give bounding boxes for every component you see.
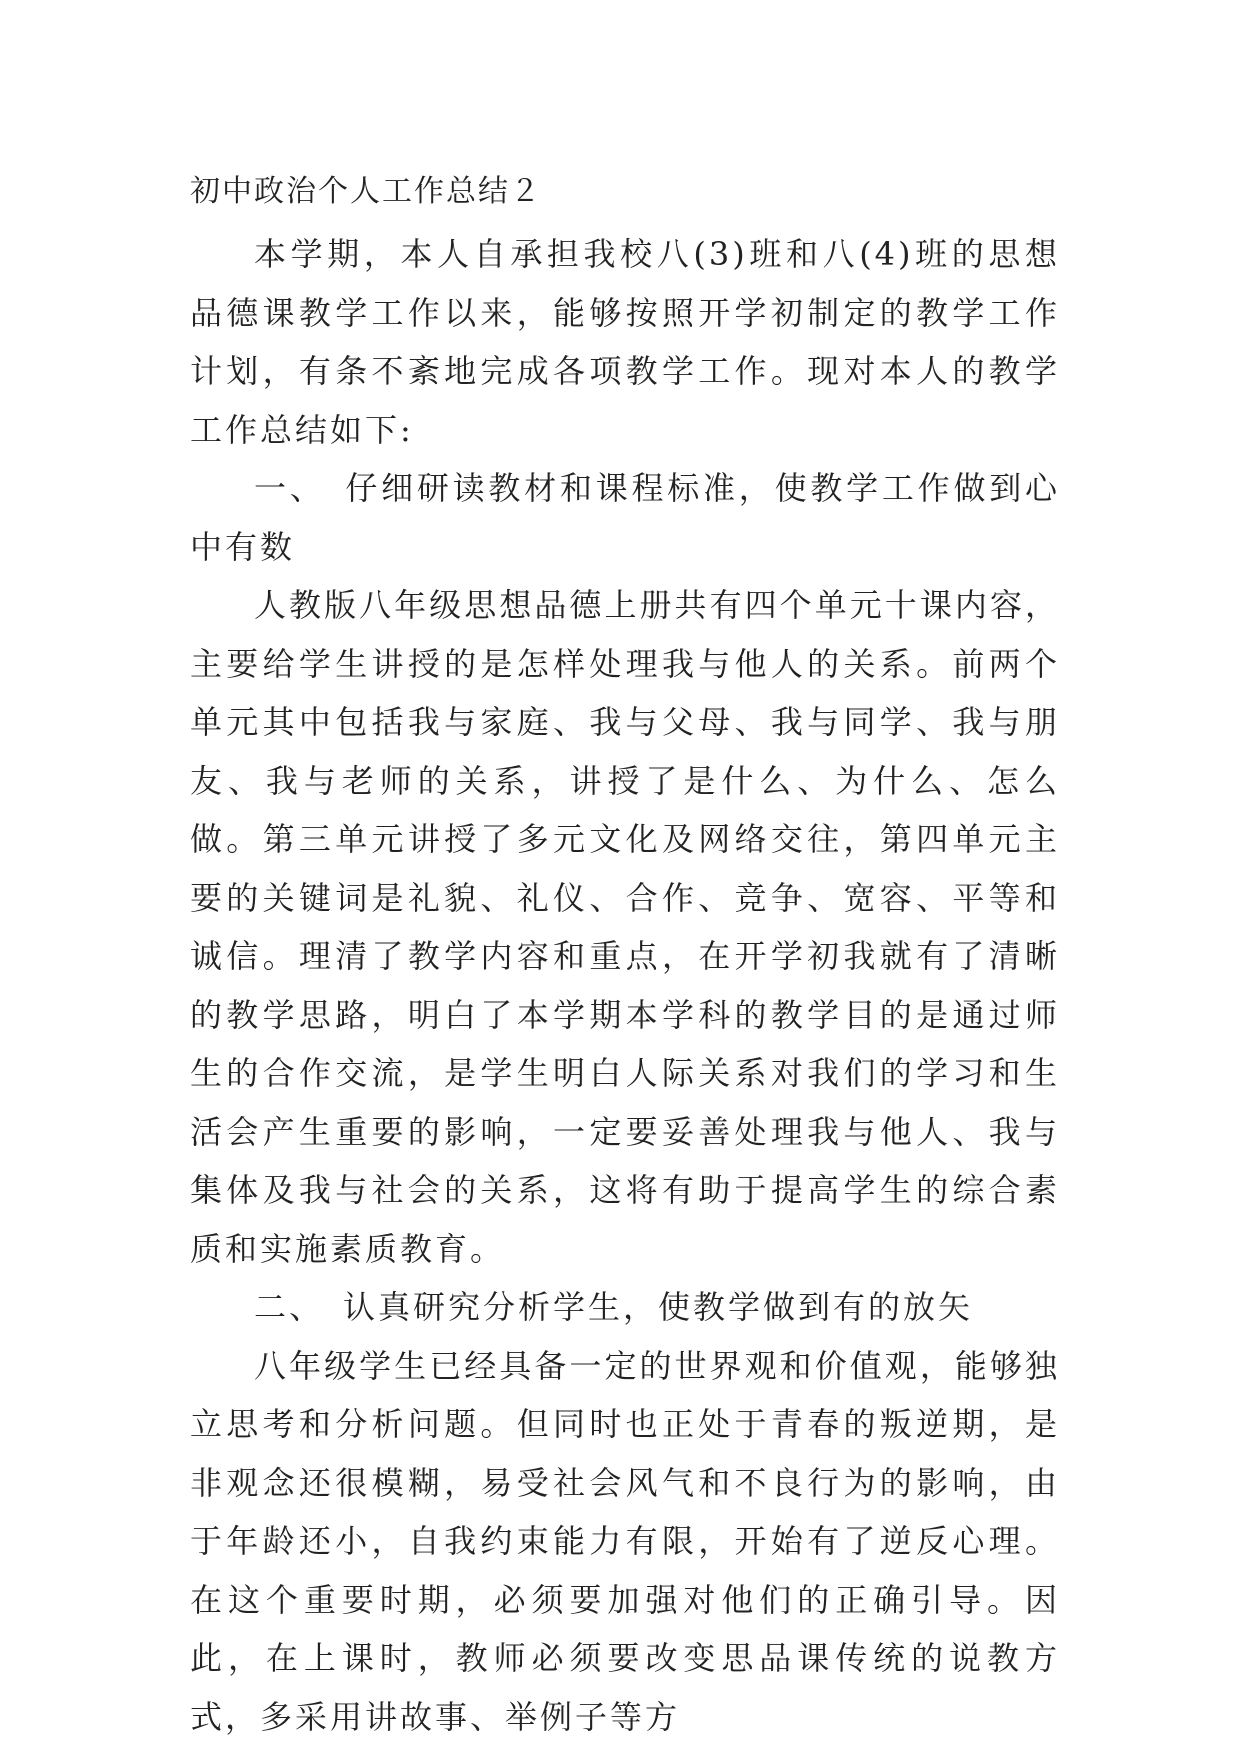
section-heading-1: 一、 仔细研读教材和课程标准，使教学工作做到心中有数 xyxy=(190,469,1060,566)
section-1-paragraph: 人教版八年级思想品德上册共有四个单元十课内容，主要给学生讲授的是怎样处理我与他人的关系。前两个单元其中包括我与家庭、我与父母、我与同学、我与朋友、我与老师的关系，讲授了是什么、为什么、怎么做。第三单元讲授了多元文化及网络交往，第四单元主要的关键词是礼貌、礼仪、合作、竞争、宽容、平等和诚信。理清了教学内容和重点，在开学初我就有了清晰的教学思路，明白了本学期本学科的教学目的是通过师生的合作交流，是学生明白人际关系对我们的学习和生活会产生重要的影响，一定要妥善处理我与他人、我与集体及我与社会的关系，这将有助于提高学生的综合素质和实施素质教育。 xyxy=(190,586,1060,1268)
document-body xyxy=(190,163,1060,1746)
intro-paragraph: 本学期，本人自承担我校八(3)班和八(4)班的思想品德课教学工作以来，能够按照开学初制定的教学工作计划，有条不紊地完成各项教学工作。现对本人的教学工作总结如下: xyxy=(190,235,1060,449)
document-title: 初中政治个人工作总结２ xyxy=(190,174,542,209)
section-2-paragraph: 八年级学生已经具备一定的世界观和价值观，能够独立思考和分析问题。但同时也正处于青春的叛逆期，是非观念还很模糊，易受社会风气和不良行为的影响，由于年龄还小，自我约束能力有限，开始有了逆反心理。在这个重要时期，必须要加强对他们的正确引导。因此，在上课时，教师必须要改变思品课传统的说教方式，多采用讲故事、举例子等方 xyxy=(190,1346,1060,1736)
section-heading-2: 二、 认真研究分析学生，使教学做到有的放矢 xyxy=(254,1288,974,1326)
